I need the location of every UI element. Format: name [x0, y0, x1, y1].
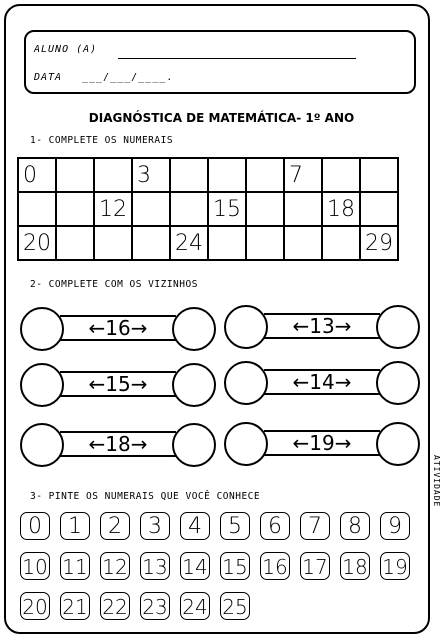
neighbor-exercise	[224, 305, 420, 349]
right-neighbor-circle[interactable]	[172, 423, 216, 467]
left-neighbor-circle[interactable]	[20, 307, 64, 351]
grid-cell[interactable]	[18, 192, 56, 226]
number-tile[interactable]: 6	[260, 512, 290, 540]
number-tile[interactable]: 16	[260, 552, 290, 580]
grid-cell[interactable]	[284, 226, 322, 260]
grid-cell[interactable]	[170, 158, 208, 192]
grid-cell[interactable]: 18	[322, 192, 360, 226]
neighbor-number: ←18→	[60, 431, 176, 457]
number-tile[interactable]: 9	[380, 512, 410, 540]
date-blanks[interactable]: ___/___/____.	[82, 72, 174, 83]
number-tile[interactable]: 17	[300, 552, 330, 580]
left-neighbor-circle[interactable]	[20, 423, 64, 467]
grid-cell[interactable]	[94, 226, 132, 260]
left-neighbor-circle[interactable]	[224, 361, 268, 405]
number-tile[interactable]: 0	[20, 512, 50, 540]
grid-cell[interactable]	[56, 158, 94, 192]
grid-row	[18, 226, 398, 260]
number-grid	[17, 157, 399, 261]
grid-cell[interactable]	[56, 226, 94, 260]
number-tile[interactable]: 4	[180, 512, 210, 540]
grid-cell[interactable]	[246, 192, 284, 226]
grid-cell[interactable]	[246, 158, 284, 192]
left-neighbor-circle[interactable]	[224, 305, 268, 349]
number-tile[interactable]: 3	[140, 512, 170, 540]
number-tile[interactable]: 8	[340, 512, 370, 540]
student-info-box	[24, 30, 416, 94]
neighbor-exercise	[224, 361, 420, 405]
number-tile[interactable]: 14	[180, 552, 210, 580]
grid-cell[interactable]: 0	[18, 158, 56, 192]
number-tile[interactable]: 21	[60, 592, 90, 620]
neighbor-exercise	[224, 422, 420, 466]
neighbor-number: ←15→	[60, 371, 176, 397]
grid-cell[interactable]	[246, 226, 284, 260]
number-tile[interactable]: 10	[20, 552, 50, 580]
grid-cell[interactable]	[94, 158, 132, 192]
left-neighbor-circle[interactable]	[224, 422, 268, 466]
grid-cell[interactable]	[56, 192, 94, 226]
number-tile[interactable]: 5	[220, 512, 250, 540]
grid-cell[interactable]	[284, 192, 322, 226]
number-tile[interactable]: 22	[100, 592, 130, 620]
student-name-line[interactable]	[118, 58, 356, 59]
neighbor-number: ←13→	[264, 313, 380, 339]
right-neighbor-circle[interactable]	[376, 305, 420, 349]
left-neighbor-circle[interactable]	[20, 363, 64, 407]
grid-cell[interactable]	[132, 226, 170, 260]
right-neighbor-circle[interactable]	[376, 422, 420, 466]
grid-cell[interactable]	[208, 226, 246, 260]
grid-cell[interactable]: 15	[208, 192, 246, 226]
grid-cell[interactable]: 20	[18, 226, 56, 260]
section2-heading: 2- COMPLETE COM OS VIZINHOS	[30, 279, 198, 290]
grid-cell[interactable]: 24	[170, 226, 208, 260]
neighbor-exercise	[20, 307, 216, 351]
grid-cell[interactable]	[360, 192, 398, 226]
grid-cell[interactable]	[132, 192, 170, 226]
neighbor-exercise	[20, 423, 216, 467]
number-tile[interactable]: 1	[60, 512, 90, 540]
grid-cell[interactable]	[170, 192, 208, 226]
number-tile[interactable]: 18	[340, 552, 370, 580]
neighbor-number: ←14→	[264, 369, 380, 395]
grid-row	[18, 192, 398, 226]
page-title: DIAGNÓSTICA DE MATEMÁTICA- 1º ANO	[88, 111, 355, 125]
grid-cell[interactable]	[208, 158, 246, 192]
number-tile[interactable]: 15	[220, 552, 250, 580]
grid-row	[18, 158, 398, 192]
number-tile[interactable]: 25	[220, 592, 250, 620]
neighbor-number: ←16→	[60, 315, 176, 341]
number-tile[interactable]: 2	[100, 512, 130, 540]
grid-cell[interactable]	[322, 226, 360, 260]
grid-cell[interactable]	[322, 158, 360, 192]
section1-heading: 1- COMPLETE OS NUMERAIS	[30, 135, 174, 146]
grid-cell[interactable]: 7	[284, 158, 322, 192]
number-tile[interactable]: 7	[300, 512, 330, 540]
right-neighbor-circle[interactable]	[376, 361, 420, 405]
number-tile[interactable]: 19	[380, 552, 410, 580]
grid-cell[interactable]	[360, 158, 398, 192]
number-tile[interactable]: 13	[140, 552, 170, 580]
number-tile[interactable]: 12	[100, 552, 130, 580]
neighbor-exercise	[20, 363, 216, 407]
number-tile[interactable]: 20	[20, 592, 50, 620]
right-neighbor-circle[interactable]	[172, 363, 216, 407]
grid-cell[interactable]: 29	[360, 226, 398, 260]
grid-cell[interactable]: 12	[94, 192, 132, 226]
neighbor-number: ←19→	[264, 430, 380, 456]
date-label: DATA	[34, 72, 63, 83]
right-neighbor-circle[interactable]	[172, 307, 216, 351]
number-tile[interactable]: 11	[60, 552, 90, 580]
number-tile[interactable]: 24	[180, 592, 210, 620]
grid-cell[interactable]: 3	[132, 158, 170, 192]
section3-heading: 3- PINTE OS NUMERAIS QUE VOCÊ CONHECE	[30, 491, 261, 502]
student-name-label: ALUNO (A)	[34, 44, 98, 55]
side-watermark: ATIVIDADE	[432, 455, 441, 508]
number-tile[interactable]: 23	[140, 592, 170, 620]
